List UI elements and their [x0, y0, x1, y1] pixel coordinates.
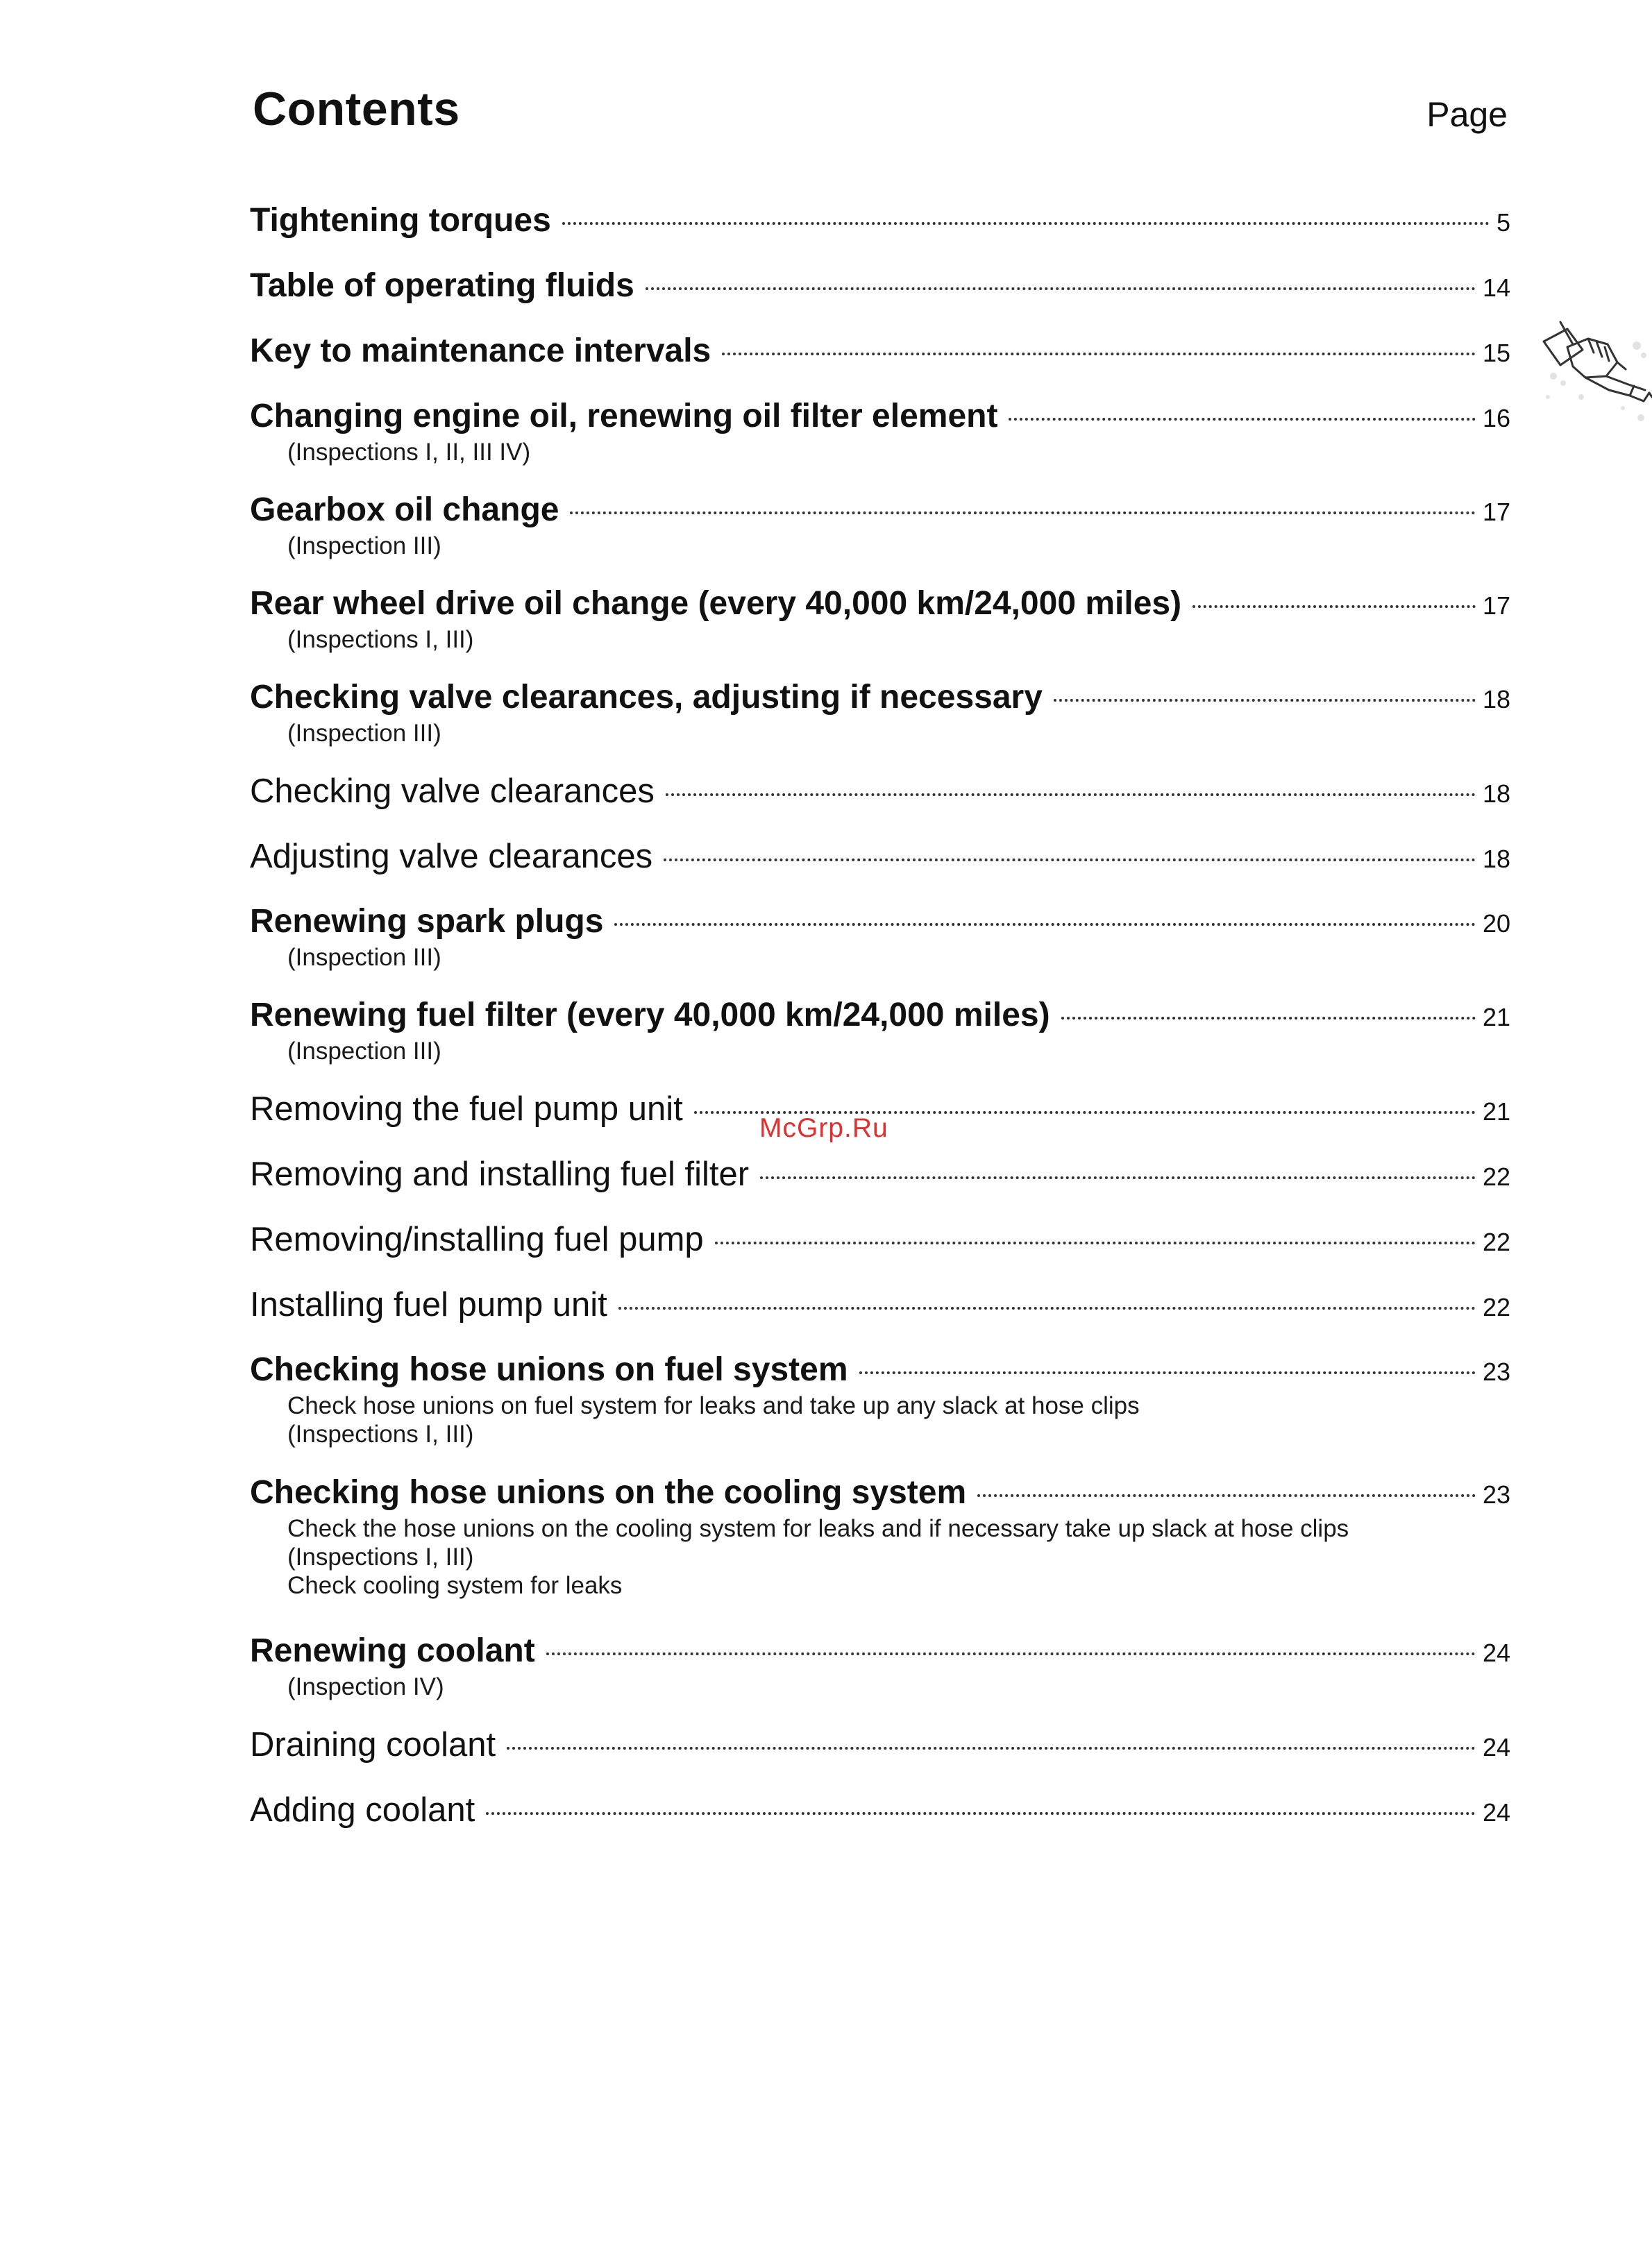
toc-entry-page-number: 24 [1482, 1733, 1510, 1761]
dot-leader [507, 1747, 1476, 1750]
toc-entry-title: Changing engine oil, renewing oil filter element [250, 398, 998, 434]
toc-entry-note: Check cooling system for leaks [287, 1572, 623, 1599]
toc-entry [250, 772, 1510, 811]
dot-leader [570, 511, 1476, 514]
toc-entry-page-number: 18 [1482, 845, 1510, 873]
toc-entry-note: (Inspections I, III) [287, 1421, 474, 1448]
toc-entry-page-number: 21 [1482, 1097, 1510, 1126]
toc-entry-notes [287, 625, 1510, 654]
toc-entry-page-number: 21 [1482, 1003, 1510, 1031]
dot-leader [664, 859, 1476, 861]
hand-with-wrench-icon [1540, 314, 1652, 429]
toc-entry-notes [287, 1392, 1510, 1448]
dot-leader [614, 923, 1476, 926]
dot-leader [715, 1242, 1476, 1244]
toc-entry-line [250, 1351, 1510, 1389]
toc-entry-line [250, 678, 1510, 716]
toc-entry-page-number: 5 [1496, 208, 1510, 237]
toc-entry-page-number: 23 [1482, 1480, 1510, 1509]
toc-entry-notes [287, 943, 1510, 972]
toc-entry [250, 1725, 1510, 1764]
toc-entry [250, 491, 1510, 560]
dot-leader [1192, 605, 1476, 608]
dot-leader [666, 793, 1476, 796]
toc-entry-page-number: 23 [1482, 1358, 1510, 1386]
toc-entry-line [250, 1285, 1510, 1324]
toc-entry-line [250, 996, 1510, 1034]
toc-entry-note: Check the hose unions on the cooling system for leaks and if necessary take up slack at hose clips [287, 1515, 1349, 1542]
toc-entry [250, 1632, 1510, 1701]
toc-entry [250, 837, 1510, 876]
toc-entry-line [250, 201, 1510, 239]
toc-entry-title: Installing fuel pump unit [250, 1286, 607, 1324]
toc-entry-title: Tightening torques [250, 202, 551, 239]
toc-entry-page-number: 24 [1482, 1639, 1510, 1667]
dot-leader [1009, 418, 1476, 421]
toc-entry-notes [287, 1673, 1510, 1701]
toc-entry-page-number: 22 [1482, 1228, 1510, 1256]
toc-entry-title: Adding coolant [250, 1791, 475, 1829]
toc-entry-page-number: 18 [1482, 779, 1510, 808]
toc-entry-page-number: 17 [1482, 591, 1510, 620]
toc-entry [250, 397, 1510, 466]
toc-entry [250, 678, 1510, 747]
toc-entry-line [250, 902, 1510, 940]
toc-entry-title: Draining coolant [250, 1726, 496, 1764]
toc-entry-title: Checking valve clearances [250, 772, 655, 810]
dot-leader [562, 222, 1490, 225]
toc-entry-line [250, 1473, 1510, 1512]
watermark-text: McGrp.Ru [759, 1113, 888, 1143]
dot-leader [618, 1307, 1476, 1310]
toc-entry-page-number: 17 [1482, 498, 1510, 526]
toc-entry [250, 1351, 1510, 1448]
toc-entry-notes [287, 532, 1510, 560]
toc-entry-line [250, 267, 1510, 305]
toc-entry-line [250, 1791, 1510, 1829]
toc-entry-title: Rear wheel drive oil change (every 40,000 km/24,000 miles) [250, 585, 1182, 622]
dot-leader [977, 1494, 1476, 1497]
dot-leader [546, 1652, 1476, 1655]
toc-entry-title: Removing/installing fuel pump [250, 1221, 704, 1258]
toc-entry-title: Table of operating fluids [250, 267, 634, 304]
toc-entry-title: Renewing fuel filter (every 40,000 km/24,000 miles) [250, 997, 1050, 1033]
toc-entry-page-number: 16 [1482, 404, 1510, 432]
dot-leader [1061, 1017, 1476, 1020]
toc-entry-line [250, 1220, 1510, 1259]
dot-leader [1054, 699, 1476, 702]
toc-entry-title: Removing and installing fuel filter [250, 1156, 750, 1193]
toc-entry [250, 267, 1510, 305]
toc-entry-line [250, 332, 1510, 370]
toc-entry-line [250, 397, 1510, 435]
dot-leader [486, 1812, 1476, 1815]
toc-entry [250, 996, 1510, 1065]
toc-entry-title: Adjusting valve clearances [250, 838, 653, 875]
page-column-label: Page [1426, 95, 1508, 134]
dot-leader [722, 353, 1476, 355]
toc-entry [250, 1791, 1510, 1829]
toc-entry-note: (Inspections I, II, III IV) [287, 439, 531, 466]
toc-entry [250, 1285, 1510, 1324]
toc-entry-line [250, 837, 1510, 876]
toc-entry-title: Checking hose unions on the cooling system [250, 1474, 967, 1511]
toc-entry [250, 1473, 1510, 1600]
toc-entry-page-number: 20 [1482, 909, 1510, 938]
toc-entry-line [250, 772, 1510, 811]
toc-entry-page-number: 18 [1482, 685, 1510, 713]
toc-entry-note: (Inspection III) [287, 944, 441, 971]
toc-entry-notes [287, 438, 1510, 466]
toc-entry-note: (Inspection III) [287, 720, 441, 747]
toc-entry [250, 902, 1510, 972]
toc-entry-title: Renewing spark plugs [250, 903, 604, 940]
toc-entry-notes [287, 1514, 1510, 1600]
toc-entry-title: Checking hose unions on fuel system [250, 1351, 848, 1388]
toc-entry-title: Removing the fuel pump unit [250, 1090, 683, 1128]
toc-entry-notes [287, 1037, 1510, 1065]
toc-entry [250, 1155, 1510, 1194]
toc-entry-title: Renewing coolant [250, 1632, 535, 1669]
dot-leader [859, 1371, 1476, 1374]
toc-entry-line [250, 1155, 1510, 1194]
dot-leader [646, 287, 1476, 290]
toc-entry-notes [287, 719, 1510, 747]
toc-entry-page-number: 22 [1482, 1293, 1510, 1321]
toc-entry-note: (Inspections I, III) [287, 1544, 474, 1571]
toc-entry-line [250, 1725, 1510, 1764]
toc-entry-page-number: 14 [1482, 273, 1510, 302]
toc-entry-title: Gearbox oil change [250, 491, 559, 528]
toc-entry-line [250, 584, 1510, 623]
toc-entry-note: Check hose unions on fuel system for leaks and take up any slack at hose clips [287, 1392, 1140, 1419]
toc-entry-note: (Inspections I, III) [287, 626, 474, 653]
toc-entry-line [250, 1632, 1510, 1670]
toc-entry-line [250, 491, 1510, 529]
toc-entry [250, 332, 1510, 370]
toc-entry-page-number: 24 [1482, 1798, 1510, 1827]
toc-entry-note: (Inspection IV) [287, 1673, 444, 1700]
toc-entry-note: (Inspection III) [287, 532, 441, 559]
toc-entry-title: Checking valve clearances, adjusting if necessary [250, 679, 1043, 716]
toc-entry-page-number: 15 [1482, 339, 1510, 367]
toc-entry-page-number: 22 [1482, 1162, 1510, 1191]
toc-entry-title: Key to maintenance intervals [250, 332, 711, 369]
dot-leader [760, 1176, 1476, 1179]
toc-entry [250, 1220, 1510, 1259]
toc-entry-note: (Inspection III) [287, 1038, 441, 1065]
page-title: Contents [253, 83, 460, 135]
toc-entry [250, 584, 1510, 654]
toc-entry [250, 201, 1510, 239]
